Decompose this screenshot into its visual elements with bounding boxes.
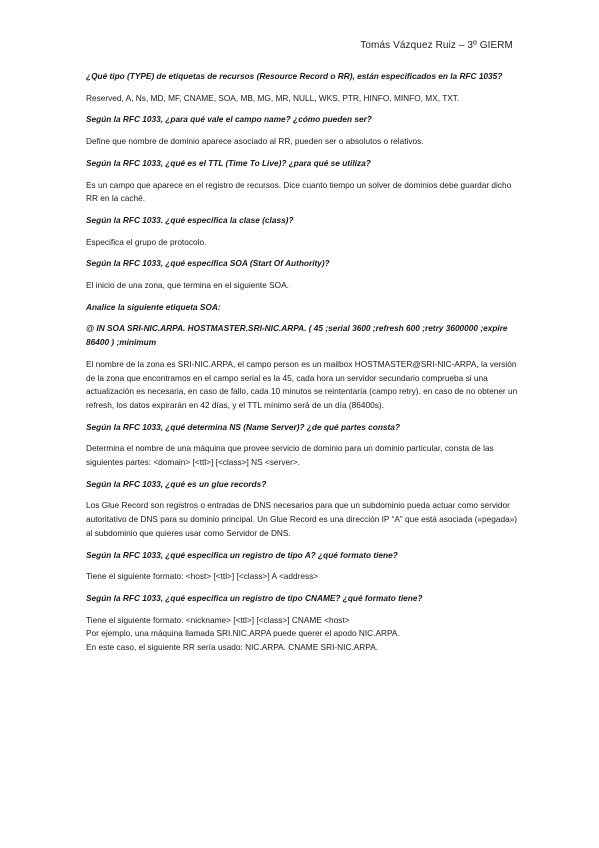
question-cname-record: Según la RFC 1033, ¿qué especifica un registro de tipo CNAME? ¿qué formato tiene? xyxy=(86,592,423,603)
question-soa: Según la RFC 1033, ¿qué especifica SOA (Start Of Authority)? xyxy=(86,258,330,269)
question-ttl: Según la RFC 1033, ¿qué es el TTL (Time To Live)? ¿para qué se utiliza? xyxy=(86,157,371,168)
answer-resource-record-types: Reserved, A, Ns, MD, MF, CNAME, SOA, MB, MG, MR, NULL, WKS, PTR, HINFO, MINFO, MX, TXT. xyxy=(86,92,460,103)
answer-a-record: Tiene el siguiente formato: <host> [<ttl>] [<class>] A <address> xyxy=(86,571,319,582)
answer-cname-line: En este caso, el siguiente RR sería usado: NIC.ARPA. CNAME SRI-NIC.ARPA. xyxy=(86,642,379,653)
answer-name-field: Define que nombre de dominio aparece asociado al RR, pueden ser o absolutos o relativos. xyxy=(86,136,424,147)
answer-analyze-soa: El nombre de la zona es SRI-NIC.ARPA, el campo person es un mailbox HOSTMASTER@SRI-NIC-ARPA, la versión de la zona que encontramos en el campo serial es la 45, cada hora un servidor secundario comprueba si una actualización es necesaria, en caso de fallo, cada 10 minutos se reintentaría (campo retry). en caso de no obtener un refresh, los datos expirarán en 42 días, y el TTL mínimo será de un día (86400s). xyxy=(86,358,518,410)
question-name-field: Según la RFC 1033, ¿para qué vale el campo name? ¿cómo pueden ser? xyxy=(86,114,372,125)
question-glue-records: Según la RFC 1033, ¿qué es un glue records? xyxy=(86,478,267,489)
question-analyze-soa: Analice la siguiente etiqueta SOA: xyxy=(86,301,221,312)
answer-glue-records: Los Glue Record son registros o entradas de DNS necesarios para que un subdominio pueda actuar como servidor autoritativo de DNS para su dominio principal. Un Glue Record es una dirección IP “A” que está asociada («pegada») al subdominio que quieres usar como Servidor de DNS. xyxy=(86,500,518,538)
page-header-author: Tomás Vázquez Ruiz – 3º GIERM xyxy=(360,40,513,51)
answer-ns: Determina el nombre de una máquina que provee servicio de dominio para un dominio particular, consta de las siguientes partes: <domain> [<ttl>] [<class>] NS <server>. xyxy=(86,443,494,468)
answer-class: Especifica el grupo de protocolo. xyxy=(86,236,207,247)
answer-ttl: Es un campo que aparece en el registro de recursos. Dice cuanto tiempo un solver de dominios debe guardar dicho RR en la caché. xyxy=(86,179,512,204)
question-class: Según la RFC 1033. ¿qué especifica la clase (class)? xyxy=(86,214,294,225)
question-ns: Según la RFC 1033, ¿qué determina NS (Name Server)? ¿de qué partes consta? xyxy=(86,421,400,432)
answer-soa: El inicio de una zona, que termina en el siguiente SOA. xyxy=(86,280,289,291)
soa-record-example: @ IN SOA SRI-NIC.ARPA. HOSTMASTER.SRI-NIC.ARPA. ( 45 ;serial 3600 ;refresh 600 ;retry 3600000 ;expire 86400 ) ;minimum xyxy=(86,323,508,348)
question-resource-record-types: ¿Qué tipo (TYPE) de etiquetas de recursos (Resource Record o RR), están especificados en la RFC 1035? xyxy=(86,71,503,81)
answer-cname-line: Tiene el siguiente formato: <nickname> [<ttl>] [<class>] CNAME <host> xyxy=(86,614,350,625)
answer-cname-record xyxy=(86,614,518,655)
answer-cname-line: Por ejemplo, una máquina llamada SRI.NIC.ARPA puede querer el apodo NIC.ARPA. xyxy=(86,628,400,639)
question-a-record: Según la RFC 1033, ¿qué especifica un registro de tipo A? ¿qué formato tiene? xyxy=(86,549,398,560)
document-body xyxy=(86,70,518,663)
